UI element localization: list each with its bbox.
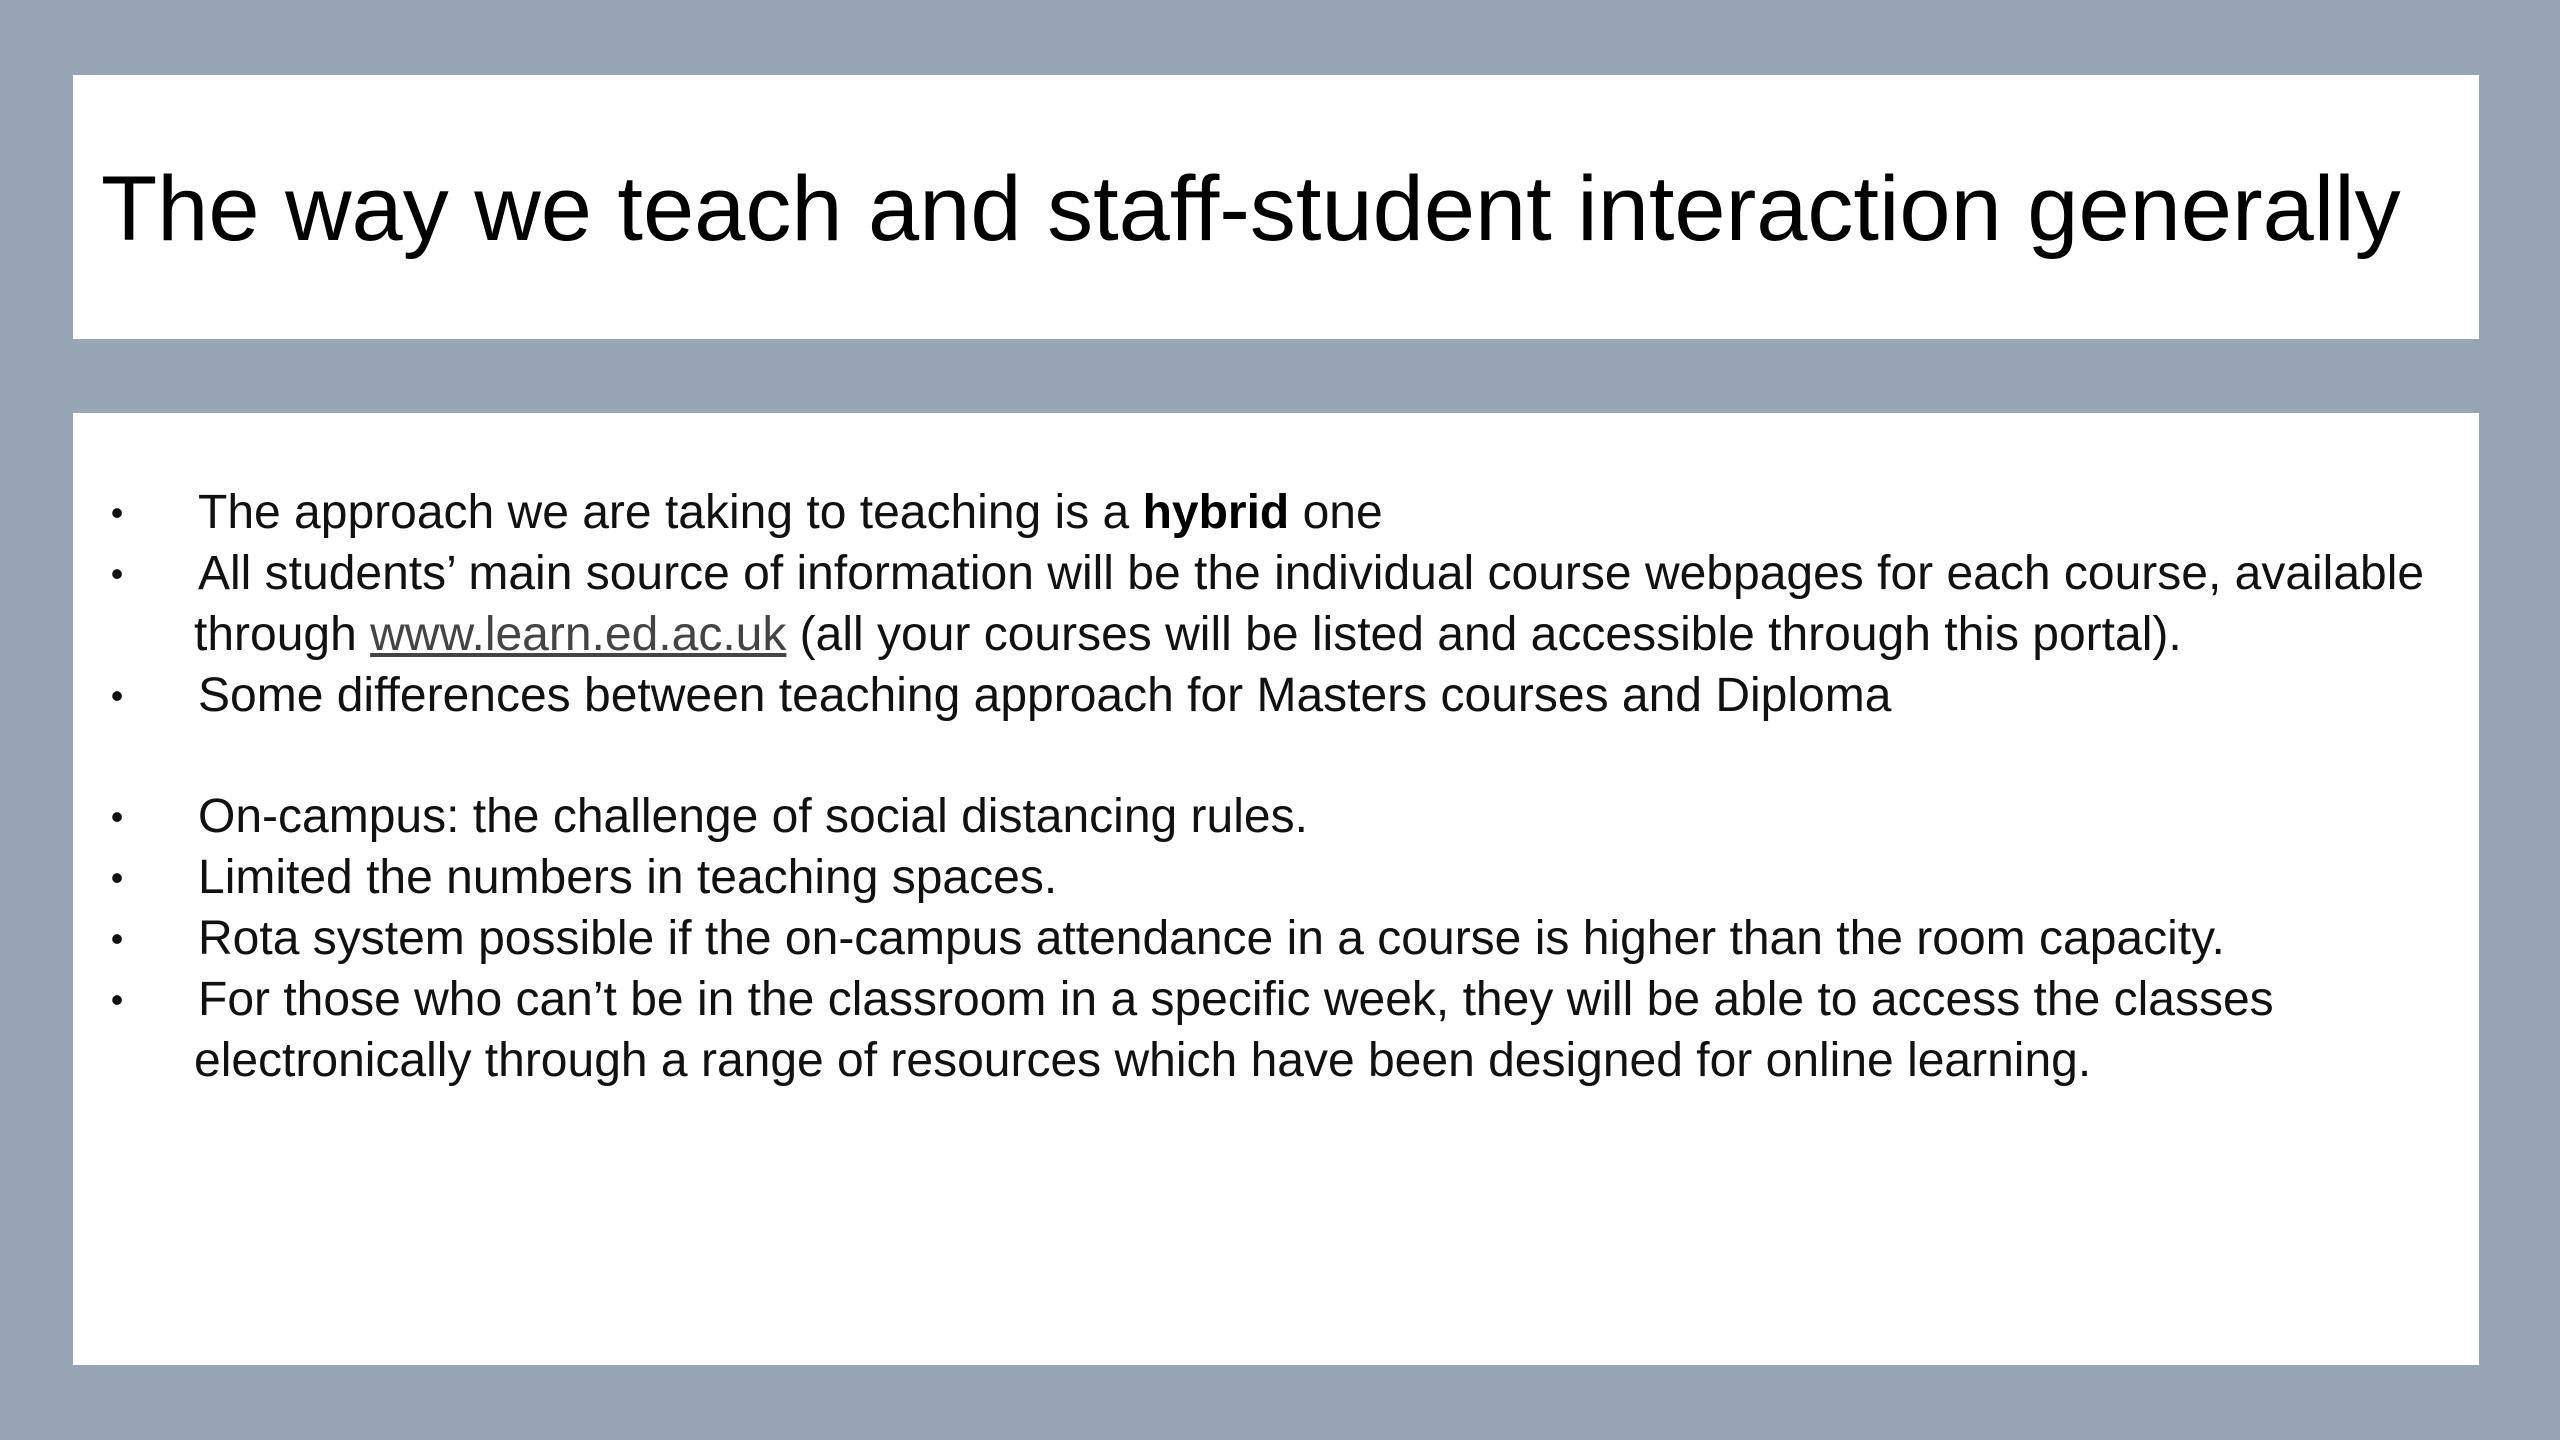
bullet-text: All students’ main source of information will be the individual course webpages for each course, available xyxy=(198,547,2425,600)
bullet-dot-icon: • xyxy=(110,918,124,959)
content-panel xyxy=(73,413,2479,1365)
bullet-continuation: electronically through a range of resources which have been designed for online learning. xyxy=(194,1034,2092,1087)
bullet-text: The approach we are taking to teaching is a xyxy=(198,486,1143,539)
learn-portal-link[interactable]: www.learn.ed.ac.uk xyxy=(370,608,787,661)
bullet-text: Some differences between teaching approach for Masters courses and Diploma xyxy=(198,669,1892,722)
bullet-dot-icon: • xyxy=(110,857,124,898)
bullet-text: On-campus: the challenge of social distancing rules. xyxy=(198,790,1308,843)
bullet-text: Limited the numbers in teaching spaces. xyxy=(198,851,1058,904)
bullet-item-differences xyxy=(97,665,2477,726)
bullet-item-rota-system xyxy=(97,908,2477,969)
bullet-continuation xyxy=(194,604,2477,665)
bullet-text: (all your courses will be listed and accessible through this portal). xyxy=(786,608,2182,661)
bullet-dot-icon: • xyxy=(110,492,124,533)
bullet-text: through xyxy=(194,608,371,661)
title-panel xyxy=(73,75,2479,339)
bullet-item-online-access xyxy=(97,969,2477,1091)
bullet-text: one xyxy=(1289,486,1383,539)
bullet-item-limited-numbers xyxy=(97,847,2477,908)
bullet-dot-icon: • xyxy=(110,553,124,594)
bullet-item-hybrid xyxy=(97,482,2477,543)
bullet-dot-icon: • xyxy=(110,675,124,716)
bullet-text: For those who can’t be in the classroom in a specific week, they will be able to access the classes xyxy=(198,973,2274,1026)
bullet-bold-text: hybrid xyxy=(1142,486,1290,539)
bullet-dot-icon: • xyxy=(110,979,124,1020)
bullet-text: Rota system possible if the on-campus attendance in a course is higher than the room capacity. xyxy=(198,912,2225,965)
bullet-item-course-webpages xyxy=(97,543,2477,665)
bullet-list xyxy=(97,482,2477,1091)
bullet-dot-icon: • xyxy=(110,796,124,837)
bullet-item-on-campus xyxy=(97,786,2477,847)
slide-title: The way we teach and staff-student interaction generally xyxy=(101,158,2401,260)
